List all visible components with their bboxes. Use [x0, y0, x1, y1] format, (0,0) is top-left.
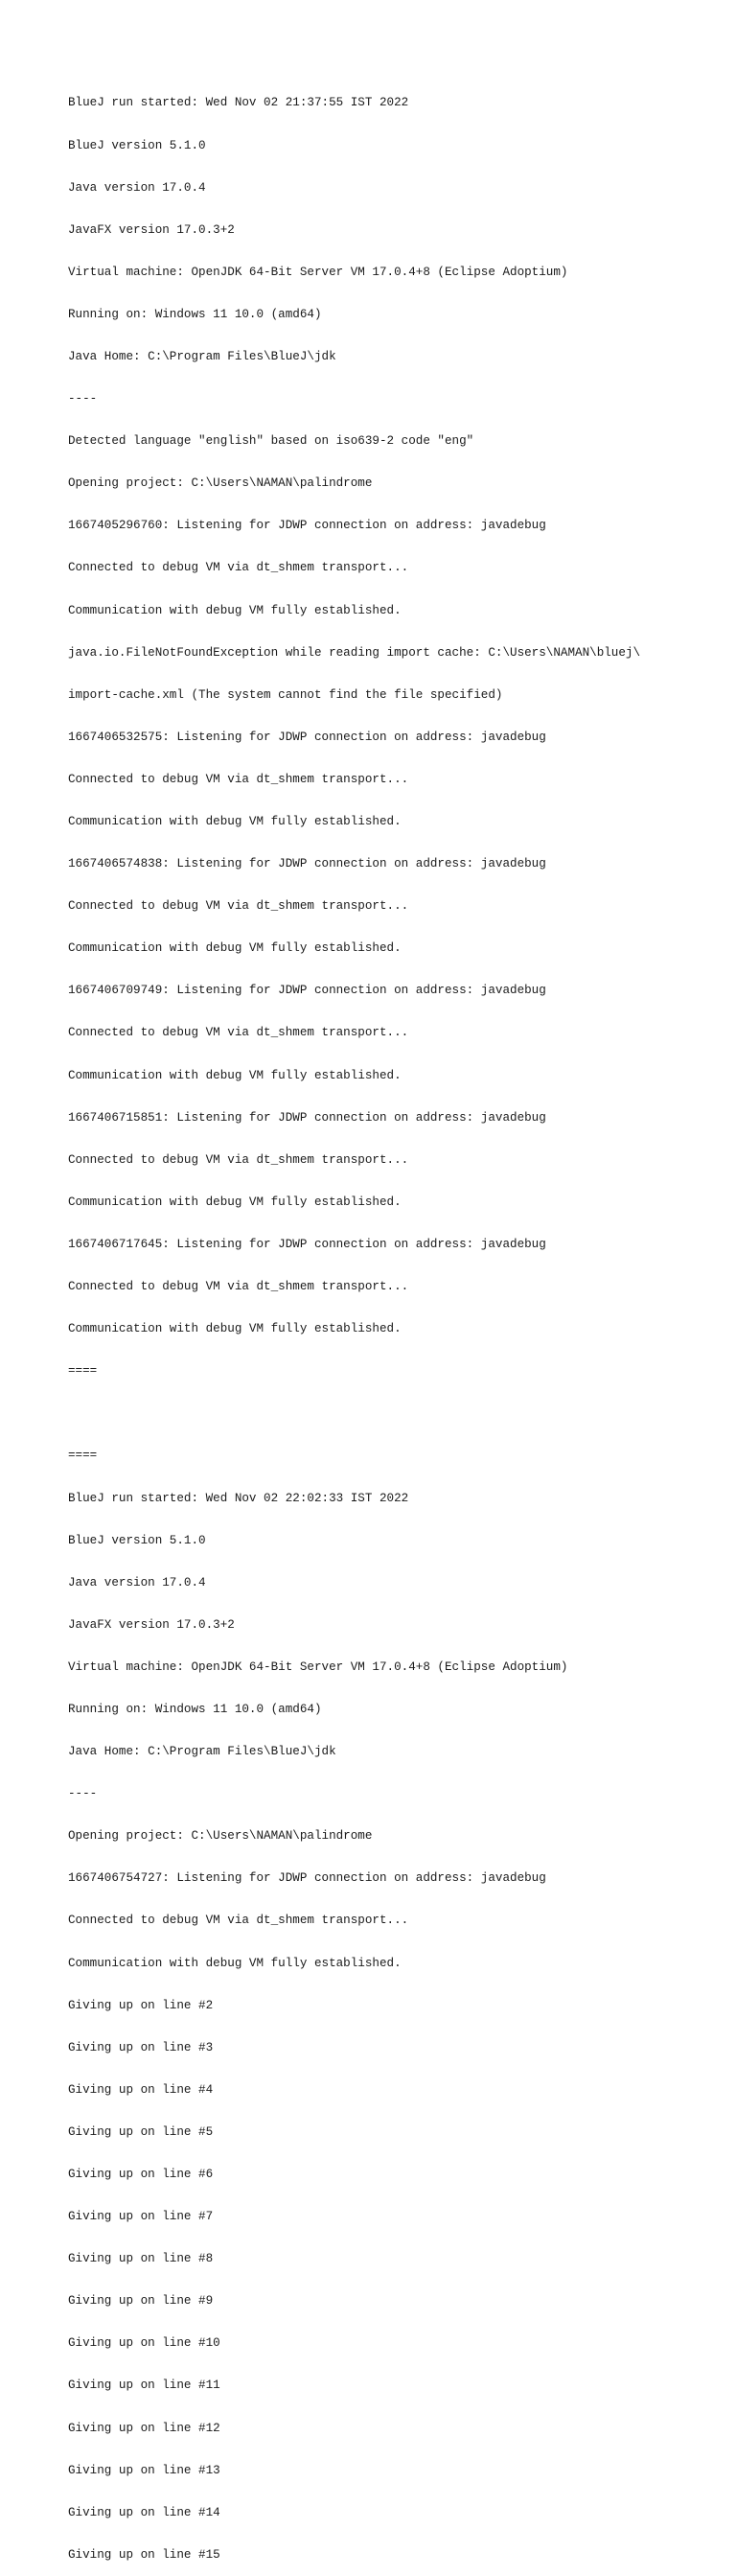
log-line: Opening project: C:\Users\NAMAN\palindrome	[68, 476, 373, 491]
log-line: Communication with debug VM fully established.	[68, 1195, 402, 1209]
log-line: Opening project: C:\Users\NAMAN\palindrome	[68, 1829, 373, 1844]
log-line: Giving up on line #4	[68, 2082, 214, 2097]
log-line: Java version 17.0.4	[68, 1575, 206, 1590]
log-line: Giving up on line #9	[68, 2294, 214, 2309]
log-line: Connected to debug VM via dt_shmem transport...	[68, 899, 409, 914]
log-line: 1667406709749: Listening for JDWP connection on address: javadebug	[68, 984, 546, 998]
log-line: JavaFX version 17.0.3+2	[68, 1617, 235, 1632]
log-line: Giving up on line #15	[68, 2547, 220, 2562]
log-line: Connected to debug VM via dt_shmem transport...	[68, 1152, 409, 1167]
log-line: Giving up on line #5	[68, 2124, 214, 2139]
log-separator: ====	[68, 1449, 98, 1463]
log-line: Communication with debug VM fully established.	[68, 1322, 402, 1336]
log-line: java.io.FileNotFoundException while reading import cache: C:\Users\NAMAN\bluej\	[68, 645, 641, 660]
log-line: Connected to debug VM via dt_shmem transport...	[68, 1280, 409, 1294]
log-blank-line	[68, 1406, 640, 1421]
log-line: Giving up on line #2	[68, 1998, 214, 2012]
log-line: Communication with debug VM fully established.	[68, 1956, 402, 1970]
log-line: Giving up on line #6	[68, 2168, 214, 2181]
log-line: Virtual machine: OpenJDK 64-Bit Server VM 17.0.4+8 (Eclipse Adoptium)	[68, 265, 568, 279]
log-line: Giving up on line #14	[68, 2505, 220, 2519]
log-line: Giving up on line #7	[68, 2210, 214, 2224]
log-line: Giving up on line #3	[68, 2040, 214, 2054]
log-line: Running on: Windows 11 10.0 (amd64)	[68, 1702, 322, 1716]
log-line: Giving up on line #12	[68, 2421, 220, 2435]
log-line: Giving up on line #11	[68, 2379, 220, 2393]
log-line: 1667406754727: Listening for JDWP connection on address: javadebug	[68, 1871, 546, 1886]
log-line: Java Home: C:\Program Files\BlueJ\jdk	[68, 1745, 336, 1759]
log-line: Connected to debug VM via dt_shmem transport...	[68, 1026, 409, 1040]
log-line: Communication with debug VM fully established.	[68, 1068, 402, 1082]
log-line: 1667405296760: Listening for JDWP connection on address: javadebug	[68, 519, 546, 533]
log-line: BlueJ run started: Wed Nov 02 21:37:55 IST 2022	[68, 96, 409, 110]
log-line: Giving up on line #13	[68, 2463, 220, 2477]
log-line: import-cache.xml (The system cannot find the file specified)	[68, 687, 503, 702]
log-line: Giving up on line #10	[68, 2336, 220, 2351]
log-line: Detected language "english" based on iso639-2 code "eng"	[68, 434, 474, 449]
log-line: BlueJ version 5.1.0	[68, 138, 206, 152]
log-text	[68, 68, 640, 2576]
log-line: Communication with debug VM fully established.	[68, 815, 402, 828]
log-line: Java version 17.0.4	[68, 180, 206, 195]
log-separator: ----	[68, 1787, 98, 1801]
log-line: 1667406574838: Listening for JDWP connection on address: javadebug	[68, 857, 546, 871]
log-line: 1667406715851: Listening for JDWP connection on address: javadebug	[68, 1110, 546, 1125]
log-line: 1667406717645: Listening for JDWP connection on address: javadebug	[68, 1237, 546, 1251]
log-line: Communication with debug VM fully established.	[68, 941, 402, 956]
log-line: Running on: Windows 11 10.0 (amd64)	[68, 307, 322, 321]
log-separator: ====	[68, 1364, 98, 1379]
log-line: Virtual machine: OpenJDK 64-Bit Server VM 17.0.4+8 (Eclipse Adoptium)	[68, 1659, 568, 1674]
log-line: 1667406532575: Listening for JDWP connection on address: javadebug	[68, 730, 546, 744]
log-line: Giving up on line #8	[68, 2252, 214, 2266]
log-line: Connected to debug VM via dt_shmem transport...	[68, 1914, 409, 1928]
log-line: BlueJ run started: Wed Nov 02 22:02:33 IST 2022	[68, 1491, 409, 1505]
log-line: Connected to debug VM via dt_shmem transport...	[68, 772, 409, 786]
log-line: Communication with debug VM fully established.	[68, 603, 402, 617]
log-separator: ----	[68, 392, 98, 406]
log-line: BlueJ version 5.1.0	[68, 1533, 206, 1547]
log-line: JavaFX version 17.0.3+2	[68, 222, 235, 237]
log-line: Connected to debug VM via dt_shmem transport...	[68, 561, 409, 575]
log-line: Java Home: C:\Program Files\BlueJ\jdk	[68, 349, 336, 363]
